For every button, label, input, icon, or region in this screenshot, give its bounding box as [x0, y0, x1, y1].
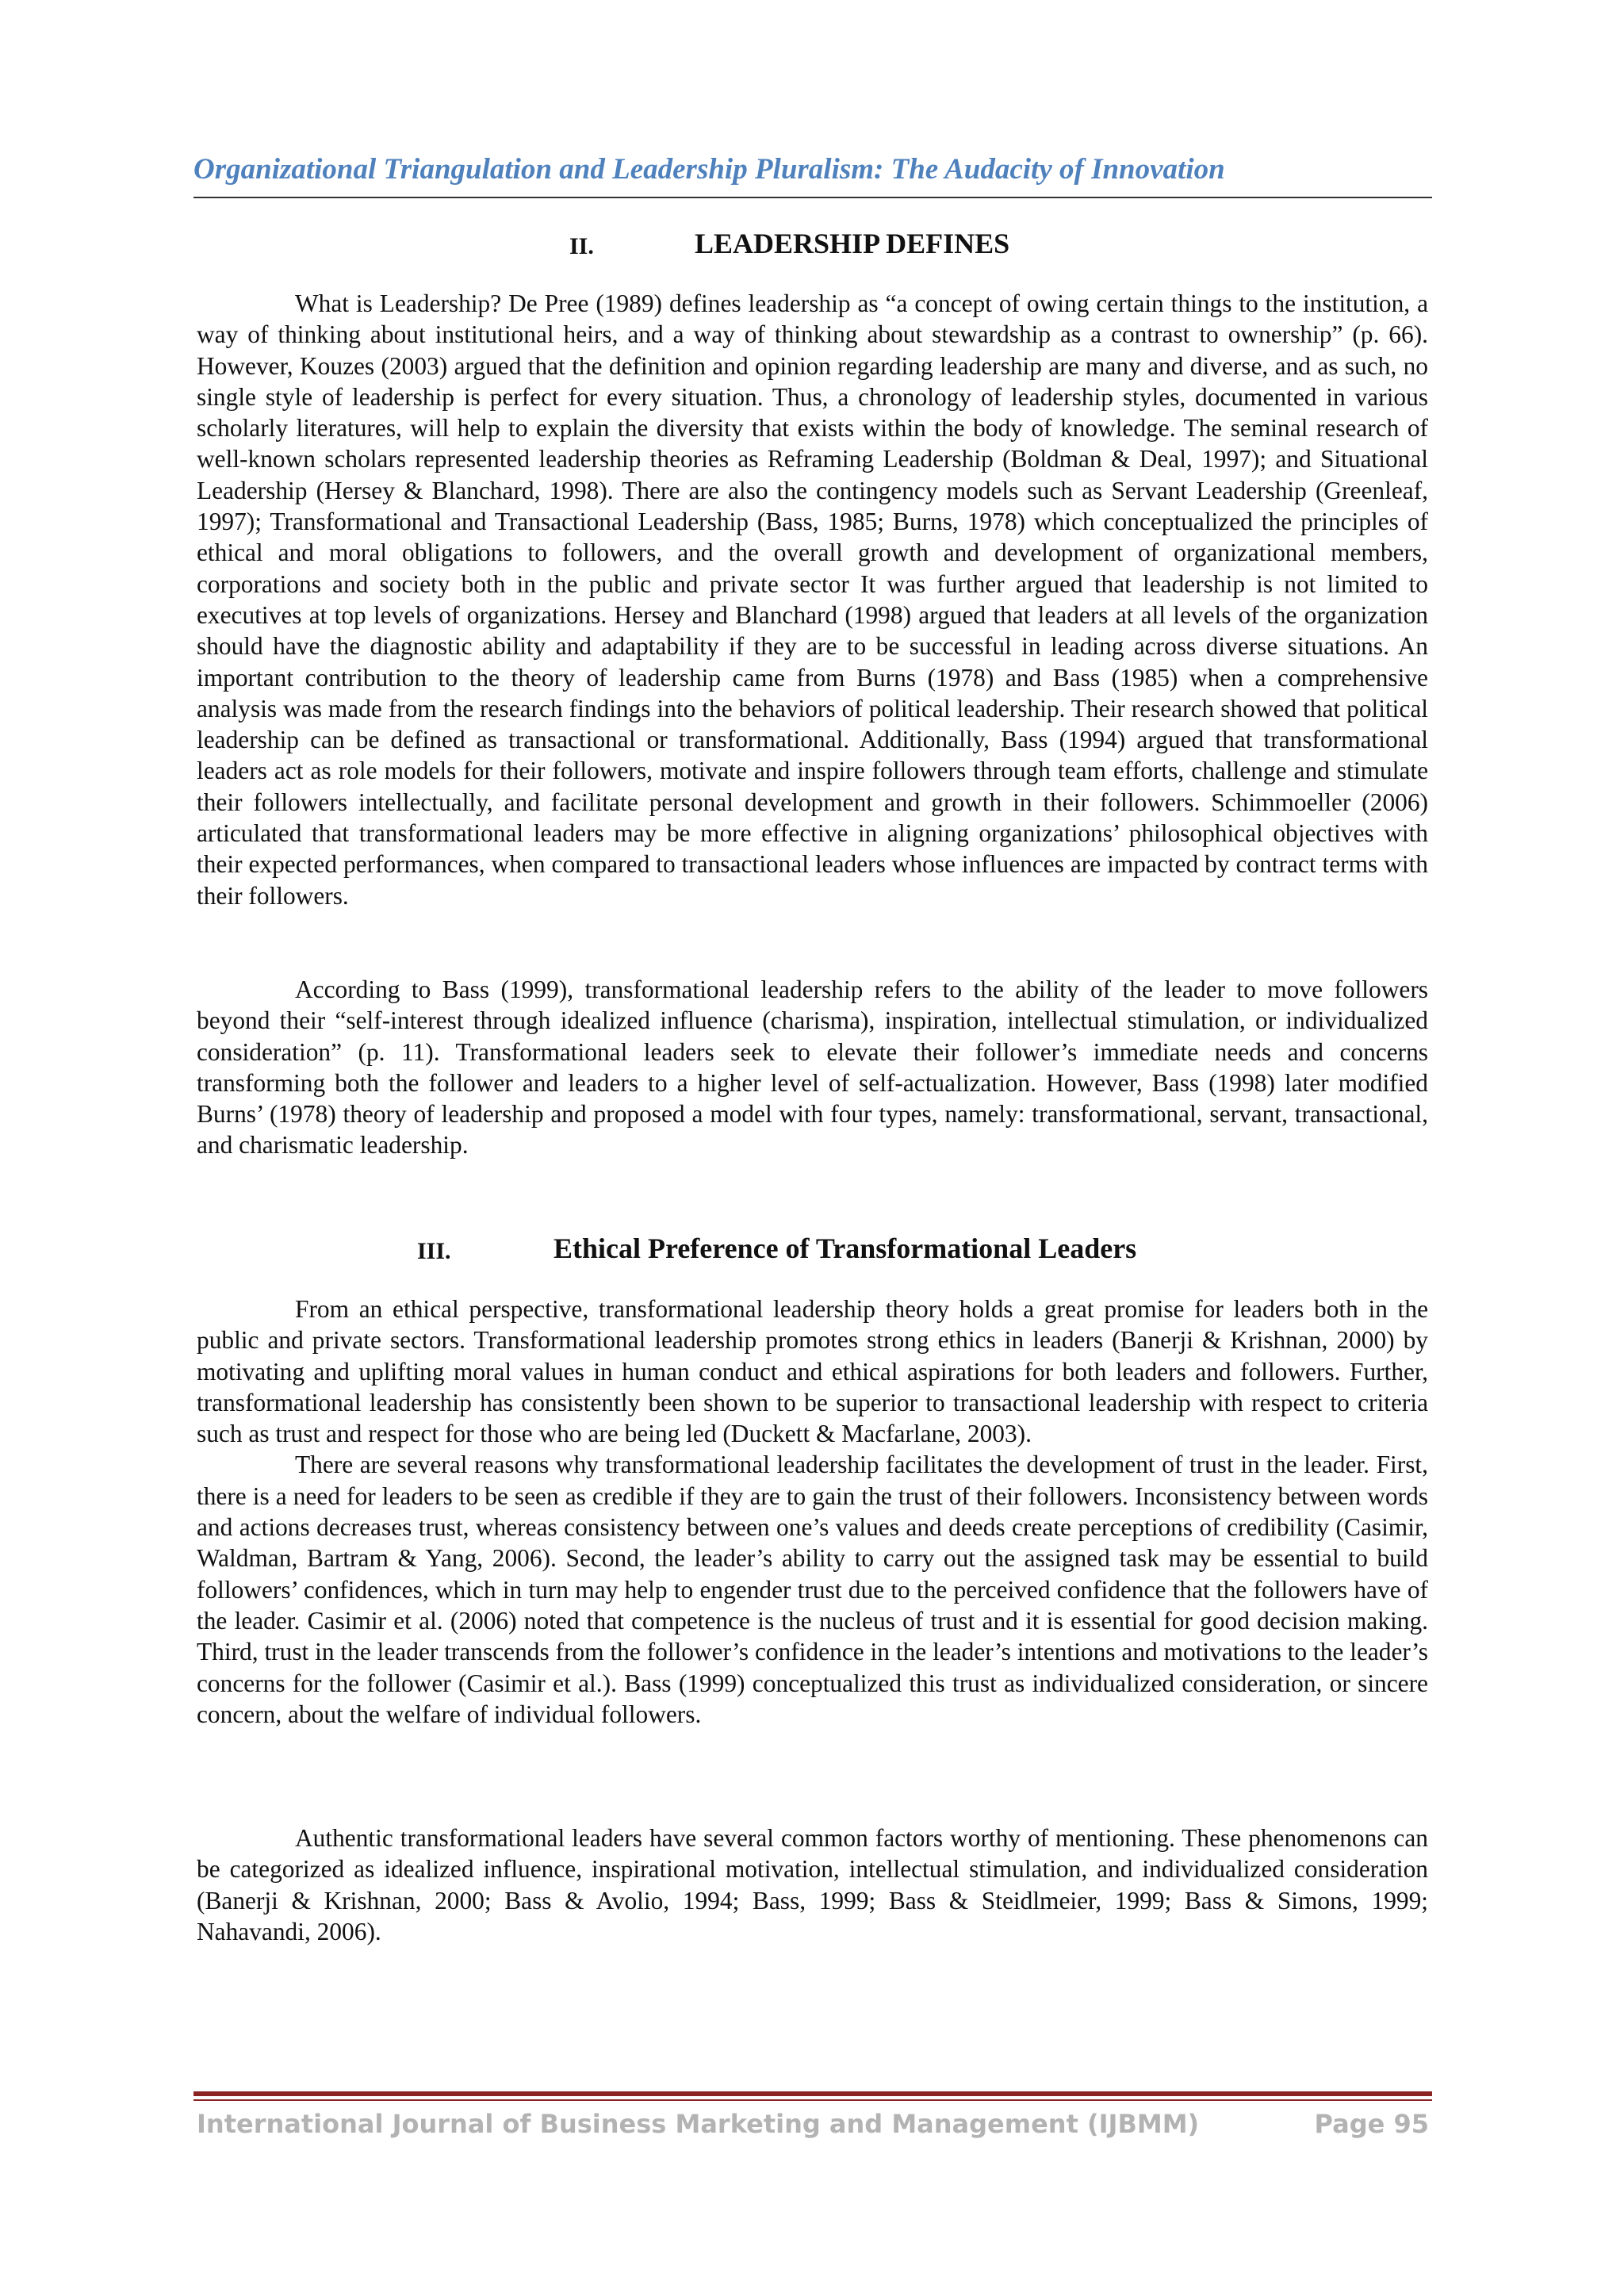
- paragraph: There are several reasons why transformational leadership facilitates the development of trust in the leader. First, there is a need for leaders to be seen as credible if they are to gain the trust of their followers. Inconsistency between words and actions decreases trust, whereas consistency between one’s values and deeds create perceptions of credibility (Casimir, Waldman, Bartram & Yang, 2006). Second, the leader’s ability to carry out the assigned task may be essential to build followers’ confidences, which in turn may help to engender trust due to the perceived confidence that the followers have of the leader. Casimir et al. (2006) noted that competence is the nucleus of trust and it is essential for good decision making. Third, trust in the leader transcends from the follower’s confidence in the leader’s intentions and motivations to the leader’s concerns for the follower (Casimir et al.). Bass (1999) conceptualized this trust as individualized consideration, or sincere concern, about the welfare of individual followers.: [197, 1451, 1428, 1728]
- paragraph: From an ethical perspective, transformational leadership theory holds a great promise for leaders both in the public and private sectors. Transformational leadership promotes strong ethics in leaders (Banerji & Krishnan, 2000) by motivating and uplifting moral values in human conduct and ethical aspirations for both leaders and followers. Further, transformational leadership has consistently been shown to be superior to transactional leadership with respect to criteria such as trust and respect for those who are being led (Duckett & Macfarlane, 2003).: [197, 1295, 1428, 1448]
- footer-page-number: Page 95: [1314, 2109, 1429, 2139]
- footer-rule-thin: [193, 2099, 1432, 2101]
- section-heading-2: [193, 225, 1432, 265]
- section-3-body-cont: [197, 1823, 1428, 1947]
- section-title: LEADERSHIP DEFINES: [695, 228, 1010, 259]
- paragraph: Authentic transformational leaders have several common factors worthy of mentioning. These phenomenons can be categorized as idealized influence, inspirational motivation, intellectual stimulation, and individualized consideration (Banerji & Krishnan, 2000; Bass & Avolio, 1994; Bass, 1999; Bass & Steidlmeier, 1999; Bass & Simons, 1999; Nahavandi, 2006).: [197, 1824, 1428, 1945]
- section-2-body: [197, 288, 1428, 911]
- footer-rule: [193, 2091, 1432, 2096]
- running-header-title: Organizational Triangulation and Leadership Pluralism: The Audacity of Innovation: [193, 153, 1225, 186]
- header-rule: [193, 197, 1432, 198]
- section-number: II.: [569, 233, 594, 259]
- section-2-body-cont: [197, 974, 1428, 1161]
- paragraph: According to Bass (1999), transformational leadership refers to the ability of the leader to move followers beyond their “self-interest through idealized influence (charisma), inspiration, intellectual stimulation, or individualized consideration” (p. 11). Transformational leaders seek to elevate their follower’s immediate needs and concerns transforming both the follower and leaders to a higher level of self-actualization. However, Bass (1998) later modified Burns’ (1978) theory of leadership and proposed a model with four types, namely: transformational, servant, transactional, and charismatic leadership.: [197, 976, 1428, 1159]
- footer-journal-name: International Journal of Business Marketing and Management (IJBMM): [197, 2109, 1200, 2139]
- section-heading-3: [193, 1230, 1432, 1270]
- section-title: Ethical Preference of Transformational Leaders: [553, 1232, 1137, 1264]
- section-number: III.: [417, 1238, 451, 1264]
- section-3-body: [197, 1294, 1428, 1730]
- paragraph: What is Leadership? De Pree (1989) defines leadership as “a concept of owing certain things to the institution, a way of thinking about institutional heirs, and a way of thinking about stewardship as a contrast to ownership” (p. 66). However, Kouzes (2003) argued that the definition and opinion regarding leadership are many and diverse, and as such, no single style of leadership is perfect for every situation. Thus, a chronology of leadership styles, documented in various scholarly literatures, will help to explain the diversity that exists within the body of knowledge. The seminal research of well-known scholars represented leadership theories as Reframing Leadership (Boldman & Deal, 1997); and Situational Leadership (Hersey & Blanchard, 1998). There are also the contingency models such as Servant Leadership (Greenleaf, 1997); Transformational and Transactional Leadership (Bass, 1985; Burns, 1978) which conceptualized the principles of ethical and moral obligations to followers, and the overall growth and development of organizational members, corporations and society both in the public and private sector It was further argued that leadership is not limited to executives at top levels of organizations. Hersey and Blanchard (1998) argued that leaders at all levels of the organization should have the diagnostic ability and adaptability if they are to be successful in leading across diverse situations. An important contribution to the theory of leadership came from Burns (1978) and Bass (1985) when a comprehensive analysis was made from the research findings into the behaviors of political leadership. Their research showed that political leadership can be defined as transactional or transformational. Additionally, Bass (1994) argued that transformational leaders act as role models for their followers, motivate and inspire followers through team efforts, challenge and stimulate their followers intellectually, and facilitate personal development and growth in their followers. Schimmoeller (2006) articulated that transformational leaders may be more effective in aligning organizations’ philosophical objectives with their expected performances, when compared to transactional leaders whose influences are impacted by contract terms with their followers.: [197, 289, 1428, 910]
